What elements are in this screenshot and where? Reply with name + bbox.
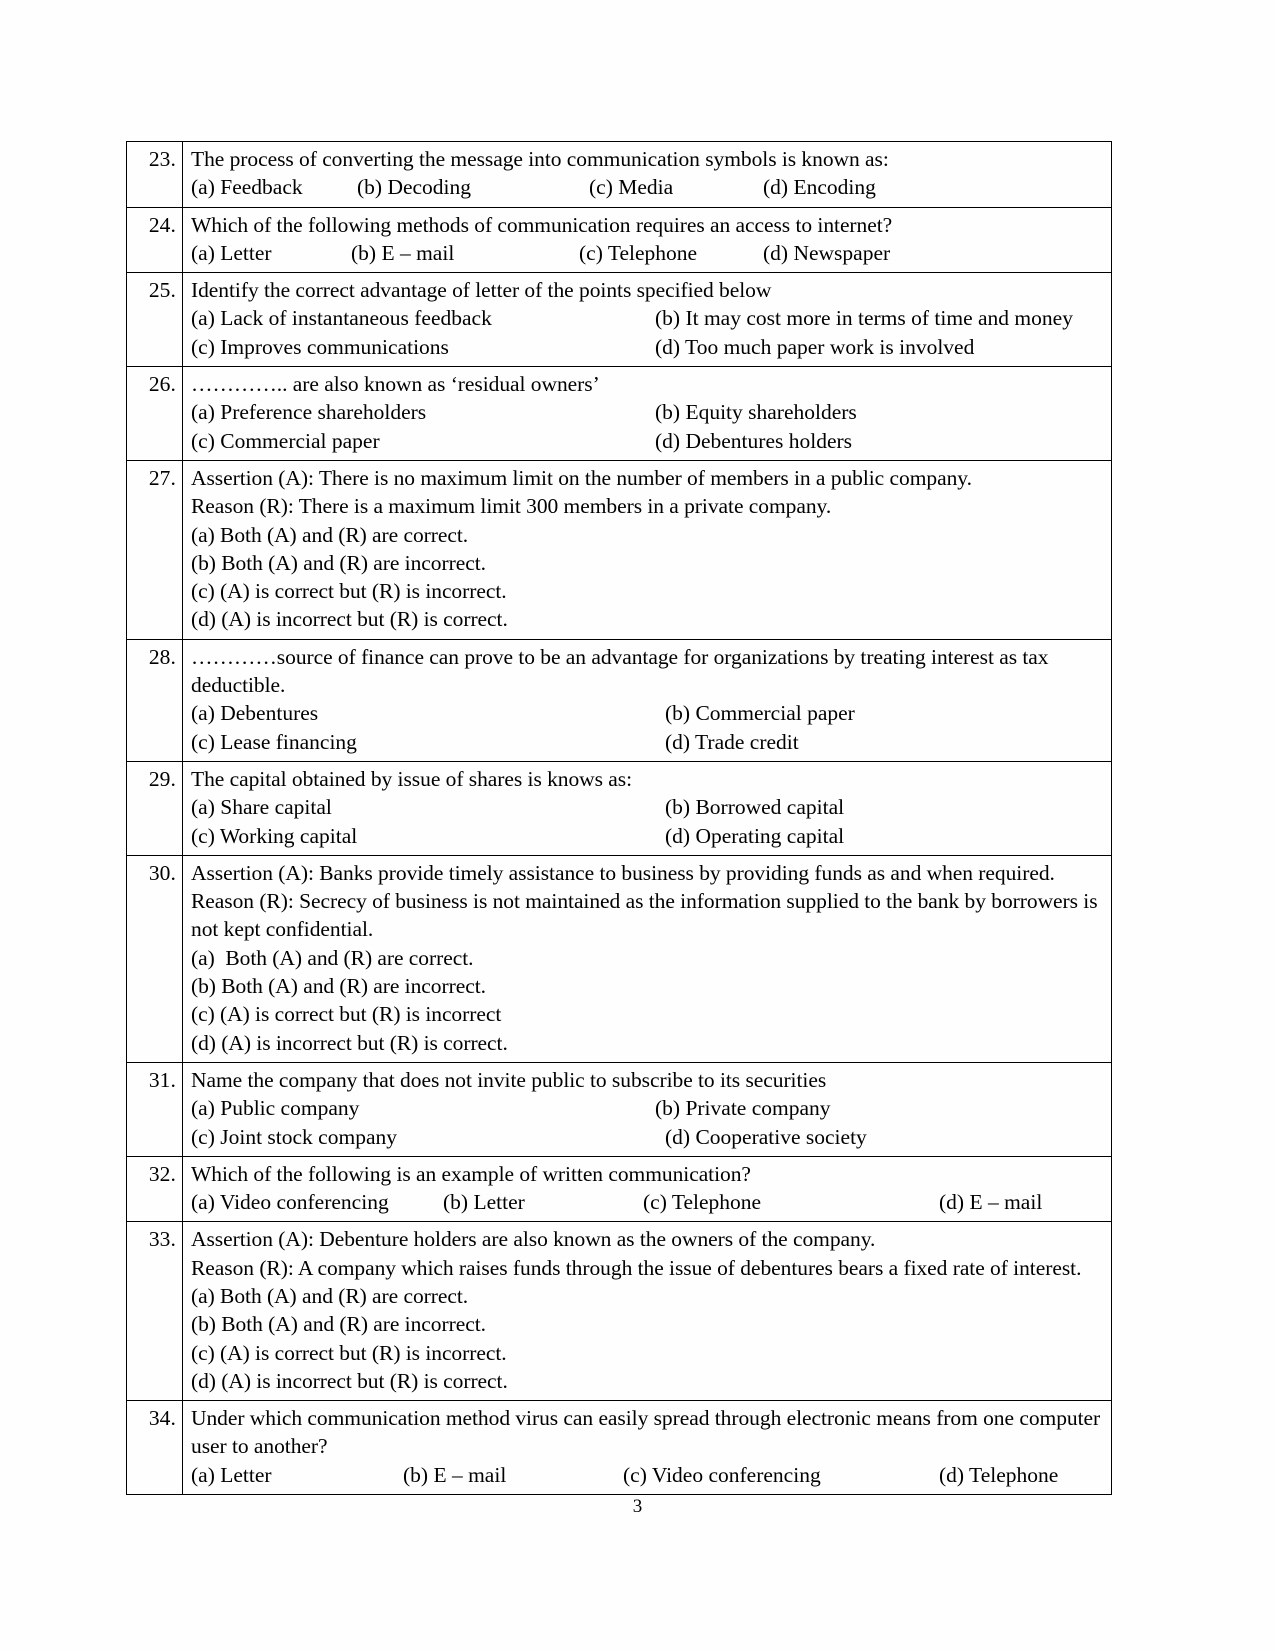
option-d[interactable]: (d) (A) is incorrect but (R) is correct.	[191, 1030, 508, 1055]
question-stem: Name the company that does not invite public to subscribe to its securities	[191, 1067, 827, 1092]
option-a[interactable]: (a) Public company	[191, 1096, 360, 1121]
option-row	[191, 793, 1105, 821]
question-reason: Reason (R): A company which raises funds through the issue of debentures bears a fixed rate of interest.	[191, 1255, 1082, 1280]
option-c[interactable]: (c) Joint stock company	[191, 1124, 397, 1149]
question-stem: Which of the following methods of communication requires an access to internet?	[191, 212, 893, 237]
table-row	[127, 460, 1112, 639]
question-number: 23.	[127, 142, 183, 208]
question-table	[126, 141, 1112, 1495]
question-stem: Identify the correct advantage of letter of the points specified below	[191, 278, 772, 303]
option-a[interactable]: (a) Video conferencing	[191, 1190, 389, 1215]
option-a[interactable]: (a) Both (A) and (R) are correct.	[191, 945, 474, 970]
option-a[interactable]: (a) Letter	[191, 1462, 272, 1487]
question-assertion: Assertion (A): Banks provide timely assistance to business by providing funds as and when required.	[191, 860, 1055, 885]
option-d[interactable]: (d) Operating capital	[665, 823, 845, 848]
option-row	[191, 304, 1105, 332]
option-a[interactable]: (a) Both (A) and (R) are correct.	[191, 522, 469, 547]
option-c[interactable]: (c) Improves communications	[191, 334, 449, 359]
option-row	[191, 427, 1105, 455]
option-c[interactable]: (c) Telephone	[643, 1190, 762, 1215]
option-c[interactable]: (c) Working capital	[191, 823, 358, 848]
question-body	[183, 460, 1112, 639]
option-d[interactable]: (d) (A) is incorrect but (R) is correct.	[191, 607, 508, 632]
option-row	[191, 822, 1105, 850]
option-c[interactable]: (c) Lease financing	[191, 729, 357, 754]
option-b[interactable]: (b) E – mail	[351, 240, 455, 265]
option-c[interactable]: (c) Video conferencing	[623, 1462, 821, 1487]
option-b[interactable]: (b) Letter	[443, 1190, 525, 1215]
question-number: 34.	[127, 1401, 183, 1495]
table-row	[127, 1222, 1112, 1401]
option-c[interactable]: (c) Commercial paper	[191, 428, 380, 453]
option-d[interactable]: (d) Cooperative society	[665, 1124, 867, 1149]
option-d[interactable]: (d) E – mail	[939, 1190, 1043, 1215]
option-c[interactable]: (c) Telephone	[579, 240, 698, 265]
question-number: 30.	[127, 855, 183, 1062]
option-b[interactable]: (b) Private company	[655, 1096, 831, 1121]
option-b[interactable]: (b) It may cost more in terms of time and money	[655, 306, 1073, 331]
option-b[interactable]: (b) E – mail	[403, 1462, 507, 1487]
page-number: 3	[632, 1496, 643, 1517]
option-row	[191, 1188, 1105, 1216]
question-body	[183, 1401, 1112, 1495]
table-row	[127, 761, 1112, 855]
question-number: 24.	[127, 207, 183, 273]
question-body	[183, 1156, 1112, 1222]
question-body	[183, 761, 1112, 855]
option-b[interactable]: (b) Both (A) and (R) are incorrect.	[191, 1312, 486, 1337]
question-stem: The capital obtained by issue of shares is knows as:	[191, 766, 633, 791]
option-b[interactable]: (b) Borrowed capital	[665, 795, 845, 820]
option-a[interactable]: (a) Debentures	[191, 701, 319, 726]
question-number: 27.	[127, 460, 183, 639]
option-a[interactable]: (a) Letter	[191, 240, 272, 265]
table-row	[127, 855, 1112, 1062]
table-row	[127, 1156, 1112, 1222]
option-row	[191, 699, 1105, 727]
question-body	[183, 1222, 1112, 1401]
question-stem: Which of the following is an example of written communication?	[191, 1161, 751, 1186]
option-b[interactable]: (b) Commercial paper	[665, 701, 855, 726]
table-row	[127, 1401, 1112, 1495]
option-b[interactable]: (b) Both (A) and (R) are incorrect.	[191, 550, 486, 575]
table-row	[127, 273, 1112, 367]
question-body	[183, 367, 1112, 461]
option-c[interactable]: (c) Media	[589, 175, 674, 200]
option-a[interactable]: (a) Share capital	[191, 795, 332, 820]
option-row	[191, 1094, 1105, 1122]
option-row	[191, 728, 1105, 756]
question-reason: Reason (R): Secrecy of business is not maintained as the information supplied to the bank by borrowers is not kept confidential.	[191, 889, 1098, 942]
question-body	[183, 142, 1112, 208]
option-row	[191, 1123, 1105, 1151]
option-row	[191, 1461, 1105, 1489]
question-number: 28.	[127, 639, 183, 761]
question-stem: …………source of finance can prove to be an advantage for organizations by treating interest as tax deductible.	[191, 644, 1049, 698]
option-d[interactable]: (d) Telephone	[939, 1462, 1059, 1487]
option-row	[191, 398, 1105, 426]
option-d[interactable]: (d) Too much paper work is involved	[655, 334, 975, 359]
question-body	[183, 855, 1112, 1062]
question-stem: The process of converting the message into communication symbols is known as:	[191, 147, 889, 171]
question-number: 32.	[127, 1156, 183, 1222]
question-stem: ………….. are also known as ‘residual owners’	[191, 372, 600, 397]
option-b[interactable]: (b) Both (A) and (R) are incorrect.	[191, 974, 486, 999]
question-assertion: Assertion (A): There is no maximum limit on the number of members in a public company.	[191, 465, 972, 490]
option-row	[191, 173, 1105, 201]
option-c[interactable]: (c) (A) is correct but (R) is incorrect	[191, 1002, 502, 1027]
option-c[interactable]: (c) (A) is correct but (R) is incorrect.	[191, 579, 507, 604]
question-body	[183, 639, 1112, 761]
option-a[interactable]: (a) Feedback	[191, 175, 303, 200]
question-number: 33.	[127, 1222, 183, 1401]
question-number: 31.	[127, 1062, 183, 1156]
option-a[interactable]: (a) Lack of instantaneous feedback	[191, 306, 492, 331]
question-assertion: Assertion (A): Debenture holders are also known as the owners of the company.	[191, 1227, 876, 1252]
option-b[interactable]: (b) Decoding	[357, 175, 472, 200]
question-number: 29.	[127, 761, 183, 855]
question-body	[183, 207, 1112, 273]
question-body	[183, 1062, 1112, 1156]
option-row	[191, 333, 1105, 361]
table-row	[127, 367, 1112, 461]
option-d[interactable]: (d) (A) is incorrect but (R) is correct.	[191, 1368, 508, 1393]
option-a[interactable]: (a) Preference shareholders	[191, 400, 427, 425]
option-d[interactable]: (d) Trade credit	[665, 729, 799, 754]
table-row	[127, 207, 1112, 273]
option-c[interactable]: (c) (A) is correct but (R) is incorrect.	[191, 1340, 507, 1365]
question-number: 26.	[127, 367, 183, 461]
table-row	[127, 1062, 1112, 1156]
question-reason: Reason (R): There is a maximum limit 300 members in a private company.	[191, 494, 832, 519]
table-row	[127, 639, 1112, 761]
option-d[interactable]: (d) Newspaper	[763, 240, 891, 265]
option-d[interactable]: (d) Debentures holders	[655, 428, 853, 453]
option-b[interactable]: (b) Equity shareholders	[655, 400, 857, 425]
question-stem: Under which communication method virus can easily spread through electronic means from one computer user to another?	[191, 1406, 1101, 1459]
question-number: 25.	[127, 273, 183, 367]
table-row	[127, 142, 1112, 208]
option-d[interactable]: (d) Encoding	[763, 175, 876, 200]
option-a[interactable]: (a) Both (A) and (R) are correct.	[191, 1283, 469, 1308]
question-body	[183, 273, 1112, 367]
option-row	[191, 239, 1105, 267]
